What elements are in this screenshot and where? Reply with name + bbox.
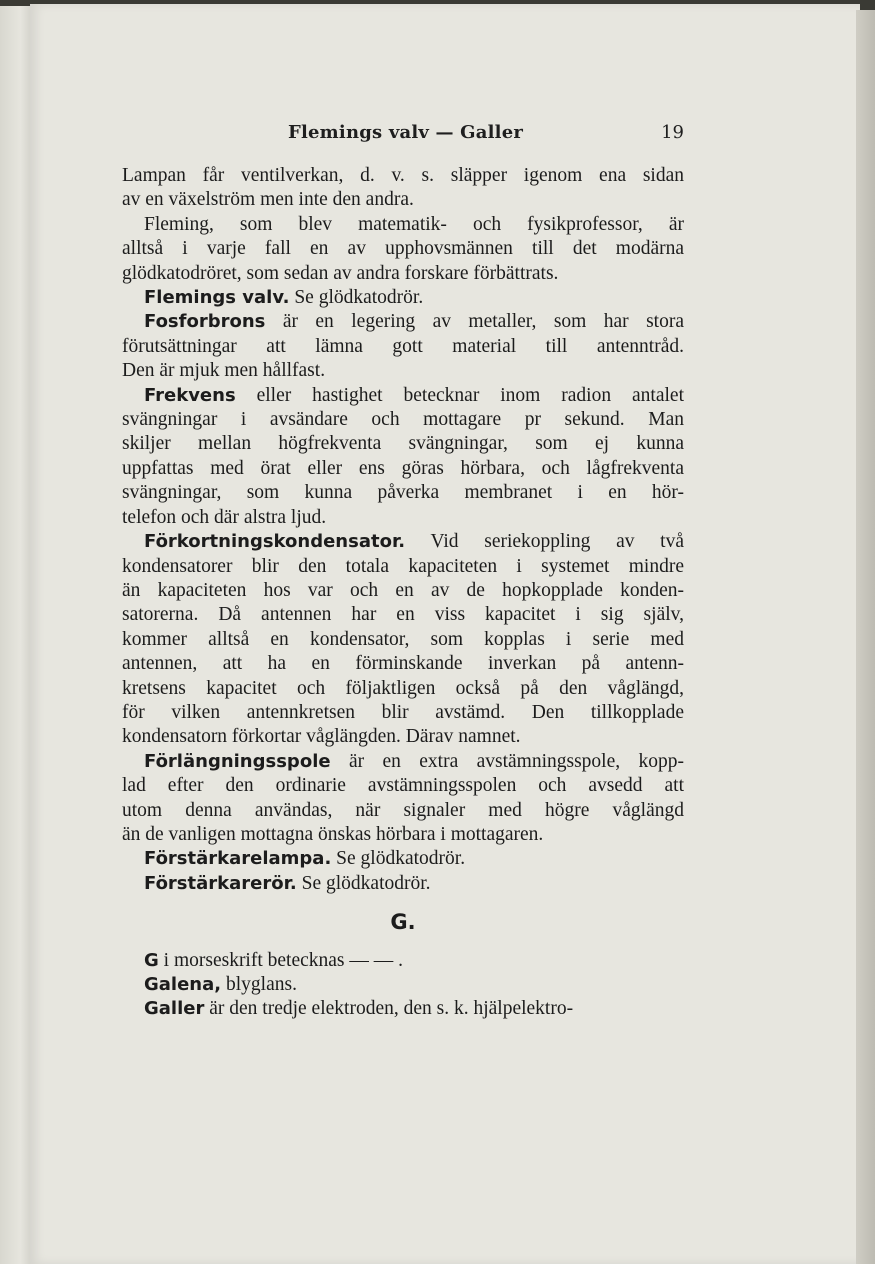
entry-line xyxy=(122,997,684,1021)
entry-line xyxy=(122,530,684,554)
text-line: kommer alltså en kondensator, som kopplas i serie med xyxy=(122,628,684,650)
text-line: än kapaciteten hos var och en av de hopkopplade konden- xyxy=(122,579,684,601)
text-line: än de vanligen mottagna önskas hörbara i mottagaren. xyxy=(122,823,544,845)
page-body xyxy=(122,164,684,1022)
page-number: 19 xyxy=(661,122,684,143)
text-line: kretsens kapacitet och följaktligen också på den våglängd, xyxy=(122,677,684,699)
right-page-edge xyxy=(856,10,875,1264)
entry-term: Galler xyxy=(144,998,205,1020)
entry-line xyxy=(122,872,684,896)
text-line: kondensatorer blir den totala kapaciteten i systemet mindre xyxy=(122,555,684,577)
text-line: svängningar i avsändare och mottagare pr sekund. Man xyxy=(122,409,684,431)
running-head: Flemings valv — Galler xyxy=(288,122,524,143)
text-line: Den är mjuk men hållfast. xyxy=(122,360,326,382)
entry-term: Flemings valv. xyxy=(144,287,290,309)
entry-line xyxy=(122,949,684,973)
text-line: glödkatodröret, som sedan av andra forskare förbättrats. xyxy=(122,262,559,284)
entry-text: är en legering av metaller, som har stora xyxy=(265,311,684,333)
text-line: kondensatorn förkortar våglängden. Därav namnet. xyxy=(122,726,521,748)
page-header xyxy=(288,122,684,146)
entry-term: Galena, xyxy=(144,974,222,995)
entry-line xyxy=(122,310,684,334)
text-line: Lampan får ventilverkan, d. v. s. släpper igenom ena sidan xyxy=(122,165,684,186)
entry-line xyxy=(122,286,684,310)
entry-text: Se glödkatodrör. xyxy=(289,287,424,309)
entry-term: Förstärkarelampa. xyxy=(144,848,332,870)
entry-text: är en extra avstämningsspole, kopp- xyxy=(330,750,684,772)
entry-term: Förlängningsspole xyxy=(144,750,331,772)
entry-text: Vid seriekoppling av två xyxy=(405,531,684,553)
section-heading: G. xyxy=(390,910,416,935)
entry-text: blyglans. xyxy=(221,974,297,995)
text-line: alltså i varje fall en av upphovsmännen till det modärna xyxy=(122,238,684,260)
text-line: antennen, att ha en förminskande inverkan på antenn- xyxy=(122,653,684,675)
text-line: av en växelström men inte den andra. xyxy=(122,189,414,211)
entry-text: är den tredje elektroden, den s. k. hjälpelektro- xyxy=(204,998,574,1020)
text-line: telefon och där alstra ljud. xyxy=(122,506,327,528)
entry-line xyxy=(122,847,684,871)
text-line: förutsättningar att lämna gott material till antenntråd. xyxy=(122,335,684,357)
entry-term: G xyxy=(144,949,159,971)
text-line: skiljer mellan högfrekventa svängningar, som ej kunna xyxy=(122,433,684,455)
entry-text: Se glödkatodrör. xyxy=(331,848,466,870)
text-line: Fleming, som blev matematik- och fysikprofessor, är xyxy=(144,213,684,235)
text-line: uppfattas med örat eller ens göras hörbara, och lågfrekventa xyxy=(122,457,684,479)
text-line: utom denna användas, när signaler med högre våglängd xyxy=(122,799,684,821)
entry-text: i morseskrift betecknas — — . xyxy=(158,949,404,971)
text-line: lad efter den ordinarie avstämningsspolen och avsedd att xyxy=(122,775,684,797)
entry-line xyxy=(122,384,684,408)
entry-text: eller hastighet betecknar inom radion antalet xyxy=(235,384,684,406)
text-line: svängningar, som kunna påverka membranet i en hör- xyxy=(122,482,684,504)
left-page-edge xyxy=(0,6,34,1264)
entry-line xyxy=(122,750,684,774)
text-line: satorerna. Då antennen har en viss kapacitet i sig själv, xyxy=(122,604,684,626)
text-line: för vilken antennkretsen blir avstämd. Den tillkopplade xyxy=(122,701,684,723)
entry-term: Fosforbrons xyxy=(144,311,266,333)
entry-line xyxy=(122,973,684,997)
entry-term: Frekvens xyxy=(144,384,236,406)
entry-term: Förkortningskondensator. xyxy=(144,531,406,553)
entry-text: Se glödkatodrör. xyxy=(296,872,431,894)
entry-term: Förstärkarerör. xyxy=(144,872,297,894)
